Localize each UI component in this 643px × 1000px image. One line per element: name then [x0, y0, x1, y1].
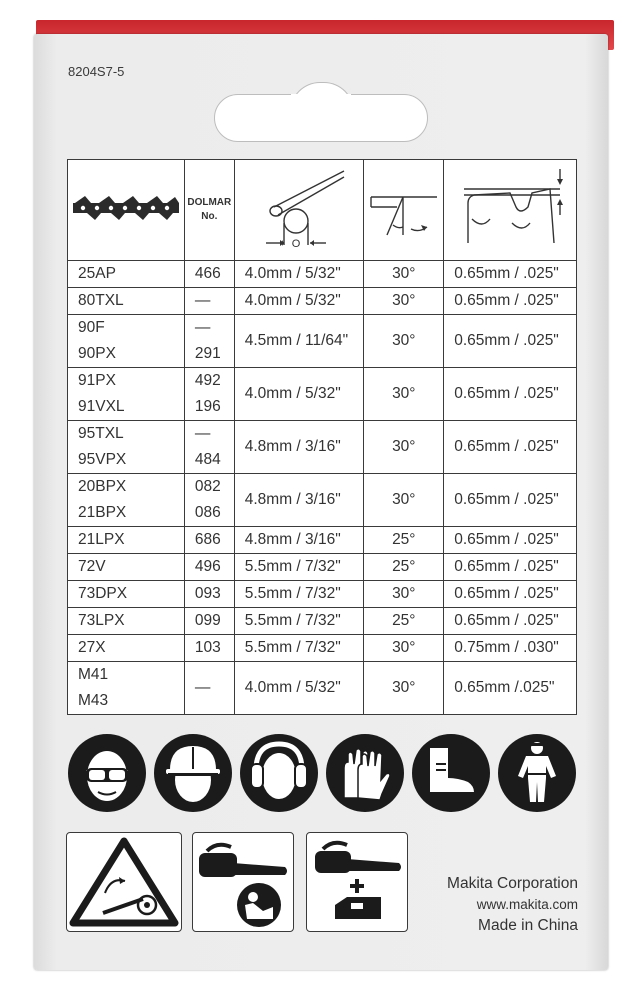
header-chain	[68, 160, 185, 261]
filing-angle-cell: 30°	[364, 581, 444, 608]
file-size-cell: 4.0mm / 5/32"	[234, 261, 364, 288]
saw-chain-icon	[71, 193, 181, 223]
file-size-cell: 4.8mm / 3/16"	[234, 474, 364, 527]
dolmar-cell	[184, 368, 234, 421]
dolmar-number: —	[194, 679, 211, 696]
model-number: 21LPX	[78, 531, 125, 548]
filing-angle-cell: 30°	[364, 261, 444, 288]
dolmar-cell	[184, 635, 234, 662]
dolmar-number: 291	[194, 345, 221, 362]
table-row	[68, 421, 577, 474]
model-number: 21BPX	[78, 504, 127, 521]
model-number: M41	[78, 666, 109, 683]
model-cell	[68, 581, 185, 608]
kickback-warning-box	[66, 832, 182, 932]
safety-glasses-icon	[68, 734, 146, 812]
dolmar-number: 484	[194, 451, 221, 468]
safety-icons-row	[66, 734, 578, 814]
dolmar-number: 103	[194, 639, 221, 656]
table-header-row	[68, 160, 577, 261]
model-number: M43	[78, 692, 109, 709]
package-code: 8204S7-5	[68, 64, 125, 79]
dolmar-cell	[184, 474, 234, 527]
filing-angle-cell: 30°	[364, 635, 444, 662]
protective-clothing-icon	[498, 734, 576, 812]
filing-angle-cell: 25°	[364, 608, 444, 635]
gauge-cell: 0.65mm / .025"	[444, 474, 577, 527]
gauge-cell: 0.65mm / .025"	[444, 368, 577, 421]
dolmar-cell	[184, 554, 234, 581]
filing-angle-cell: 30°	[364, 662, 444, 715]
file-size-cell: 5.5mm / 7/32"	[234, 635, 364, 662]
model-cell	[68, 527, 185, 554]
safety-boots-icon	[412, 734, 490, 812]
dolmar-number: 086	[194, 504, 221, 521]
dolmar-number: 099	[194, 612, 221, 629]
table-row	[68, 474, 577, 527]
filing-angle-cell: 25°	[364, 554, 444, 581]
svg-text:O: O	[291, 237, 301, 250]
file-size-cell: 4.0mm / 5/32"	[234, 368, 364, 421]
model-cell	[68, 421, 185, 474]
model-cell	[68, 474, 185, 527]
model-cell	[68, 288, 185, 315]
file-size-cell: 5.5mm / 7/32"	[234, 554, 364, 581]
header-file-diameter	[234, 160, 364, 261]
header-angle	[364, 160, 444, 261]
dolmar-number: —	[194, 292, 211, 309]
chainsaw-plus-battery-icon	[307, 833, 407, 931]
company-info	[414, 873, 578, 936]
gloves-icon	[326, 734, 404, 812]
hang-hole-join	[291, 94, 351, 114]
model-cell	[68, 368, 185, 421]
model-number: 95TXL	[78, 425, 124, 442]
model-number: 73LPX	[78, 612, 125, 629]
filing-angle-cell: 30°	[364, 421, 444, 474]
file-size-cell: 4.8mm / 3/16"	[234, 527, 364, 554]
dolmar-number: 466	[194, 265, 221, 282]
gauge-cell: 0.65mm / .025"	[444, 421, 577, 474]
dolmar-cell	[184, 261, 234, 288]
table-row	[68, 635, 577, 662]
gauge-cell: 0.65mm / .025"	[444, 608, 577, 635]
model-cell	[68, 261, 185, 288]
gauge-cell: 0.65mm / .025"	[444, 288, 577, 315]
table-row	[68, 527, 577, 554]
dolmar-number: 196	[194, 398, 221, 415]
model-cell	[68, 635, 185, 662]
file-size-cell: 4.0mm / 5/32"	[234, 288, 364, 315]
header-gauge	[444, 160, 577, 261]
filing-angle-cell: 30°	[364, 474, 444, 527]
dolmar-number: 093	[194, 585, 221, 602]
dolmar-number: —	[194, 425, 211, 442]
dolmar-number: 492	[194, 372, 221, 389]
gauge-cell: 0.65mm / .025"	[444, 581, 577, 608]
table-row	[68, 288, 577, 315]
table-row	[68, 261, 577, 288]
file-diameter-icon	[244, 163, 354, 253]
gauge-cell: 0.65mm / .025"	[444, 554, 577, 581]
dolmar-number: 082	[194, 478, 221, 495]
gauge-cell: 0.65mm / .025"	[444, 315, 577, 368]
dolmar-cell	[184, 288, 234, 315]
kickback-warning-icon	[67, 833, 181, 931]
chain-spec-table	[67, 159, 577, 715]
filing-angle-cell: 25°	[364, 527, 444, 554]
model-number: 20BPX	[78, 478, 127, 495]
model-number: 72V	[78, 558, 106, 575]
dolmar-number: 496	[194, 558, 221, 575]
dolmar-label-line1: DOLMAR	[187, 197, 232, 208]
gauge-cell: 0.65mm / .025"	[444, 527, 577, 554]
filing-angle-icon	[367, 163, 441, 253]
model-cell	[68, 662, 185, 715]
model-number: 27X	[78, 639, 106, 656]
filing-angle-cell: 30°	[364, 288, 444, 315]
model-number: 73DPX	[78, 585, 128, 602]
file-size-cell: 4.0mm / 5/32"	[234, 662, 364, 715]
file-size-cell: 5.5mm / 7/32"	[234, 608, 364, 635]
company-url: www.makita.com	[476, 897, 578, 912]
dolmar-cell	[184, 315, 234, 368]
dolmar-number: 686	[194, 531, 221, 548]
table-row	[68, 554, 577, 581]
battery-chainsaw-box	[306, 832, 408, 932]
dolmar-cell	[184, 421, 234, 474]
table-row	[68, 368, 577, 421]
model-number: 25AP	[78, 265, 116, 282]
dolmar-cell	[184, 527, 234, 554]
file-size-cell: 5.5mm / 7/32"	[234, 581, 364, 608]
model-number: 90F	[78, 319, 105, 336]
table-row	[68, 608, 577, 635]
gauge-cell: 0.65mm / .025"	[444, 261, 577, 288]
model-number: 80TXL	[78, 292, 124, 309]
filing-angle-cell: 30°	[364, 315, 444, 368]
country-of-origin: Made in China	[478, 917, 578, 934]
dolmar-number: —	[194, 319, 211, 336]
model-cell	[68, 554, 185, 581]
header-dolmar	[184, 160, 234, 261]
model-cell	[68, 608, 185, 635]
table-row	[68, 581, 577, 608]
dolmar-label-line2: No.	[201, 211, 218, 222]
filing-angle-cell: 30°	[364, 368, 444, 421]
read-manual-box	[192, 832, 294, 932]
model-number: 91VXL	[78, 398, 125, 415]
chainsaw-read-manual-icon	[193, 833, 293, 931]
hard-hat-icon	[154, 734, 232, 812]
table-row	[68, 315, 577, 368]
model-cell	[68, 315, 185, 368]
dolmar-cell	[184, 608, 234, 635]
company-name: Makita Corporation	[447, 875, 578, 892]
drive-link-gauge-icon	[450, 163, 570, 253]
model-number: 90PX	[78, 345, 116, 362]
file-size-cell: 4.5mm / 11/64"	[234, 315, 364, 368]
model-number: 91PX	[78, 372, 116, 389]
dolmar-cell	[184, 662, 234, 715]
gauge-cell: 0.75mm / .030"	[444, 635, 577, 662]
ear-protection-icon	[240, 734, 318, 812]
model-number: 95VPX	[78, 451, 127, 468]
dolmar-cell	[184, 581, 234, 608]
table-row	[68, 662, 577, 715]
gauge-cell: 0.65mm /.025"	[444, 662, 577, 715]
file-size-cell: 4.8mm / 3/16"	[234, 421, 364, 474]
